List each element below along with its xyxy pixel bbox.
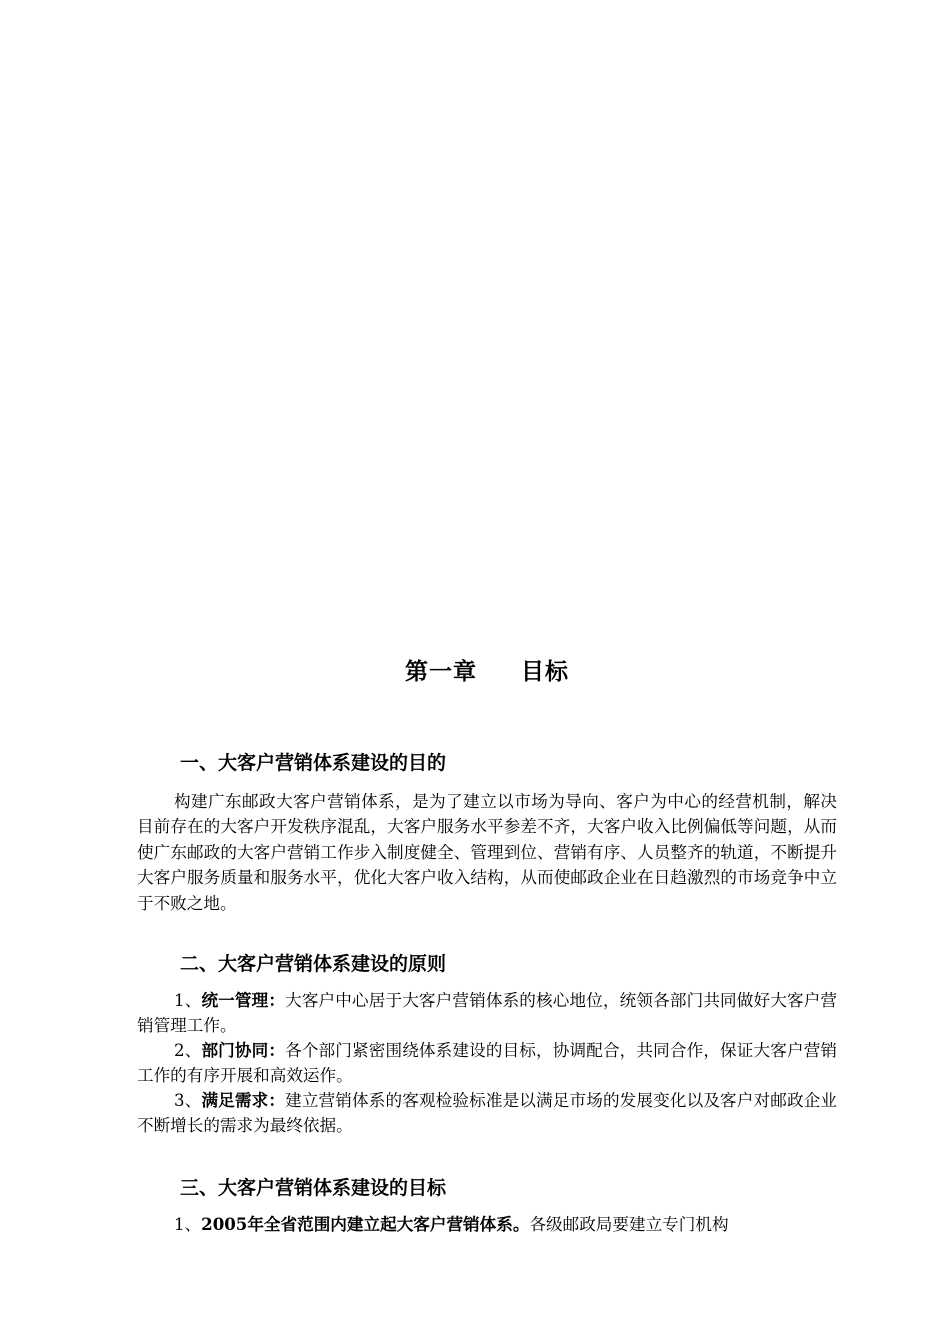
principle-number: 1、 (174, 991, 202, 1010)
principle-item (137, 1088, 837, 1139)
principle-text: 各个部门紧密围绕体系建设的目标，协调配合，共同合作，保证大客户营销工作的有序开展和高效运作。 (137, 1041, 838, 1086)
principle-text: 建立营销体系的客观检验标准是以满足市场的发展变化以及客户对邮政企业不断增长的需求为最终依据。 (137, 1091, 838, 1136)
principle-lead: 部门协同： (201, 1041, 286, 1060)
principle-lead: 满足需求： (201, 1091, 286, 1110)
section-heading-principles: 二、大客户营销体系建设的原则 (180, 953, 447, 975)
chapter-label: 第一章 (405, 659, 477, 685)
principle-lead: 统一管理： (201, 991, 286, 1010)
goal-year: 2005 (201, 1214, 248, 1234)
paragraph-purpose: 构建广东邮政大客户营销体系，是为了建立以市场为导向、客户为中心的经营机制，解决目前存在的大客户开发秩序混乱，大客户服务水平参差不齐，大客户收入比例偏低等问题，从而使广东邮政的大客户营销工作步入制度健全、管理到位、营销有序、人员整齐的轨道，不断提升大客户服务质量和服务水平，优化大客户收入结构，从而使邮政企业在日趋激烈的市场竞争中立于不败之地。 (137, 792, 837, 913)
section-heading-goals: 三、大客户营销体系建设的目标 (180, 1177, 447, 1199)
principle-text: 大客户中心居于大客户营销体系的核心地位，统领各部门共同做好大客户营销管理工作。 (137, 991, 838, 1036)
goal-item (137, 1212, 837, 1237)
chapter-name: 目标 (521, 659, 569, 685)
principle-item (137, 1038, 837, 1089)
goal-text: 各级邮政局要建立专门机构 (529, 1215, 729, 1234)
principle-item (137, 988, 837, 1039)
goal-lead: 年全省范围内建立起大客户营销体系。 (247, 1215, 530, 1234)
principle-number: 3、 (174, 1091, 202, 1110)
chapter-title (0, 656, 950, 688)
section-heading-purpose: 一、大客户营销体系建设的目的 (180, 752, 447, 774)
principle-number: 2、 (174, 1041, 202, 1060)
goal-number: 1、 (174, 1215, 202, 1234)
